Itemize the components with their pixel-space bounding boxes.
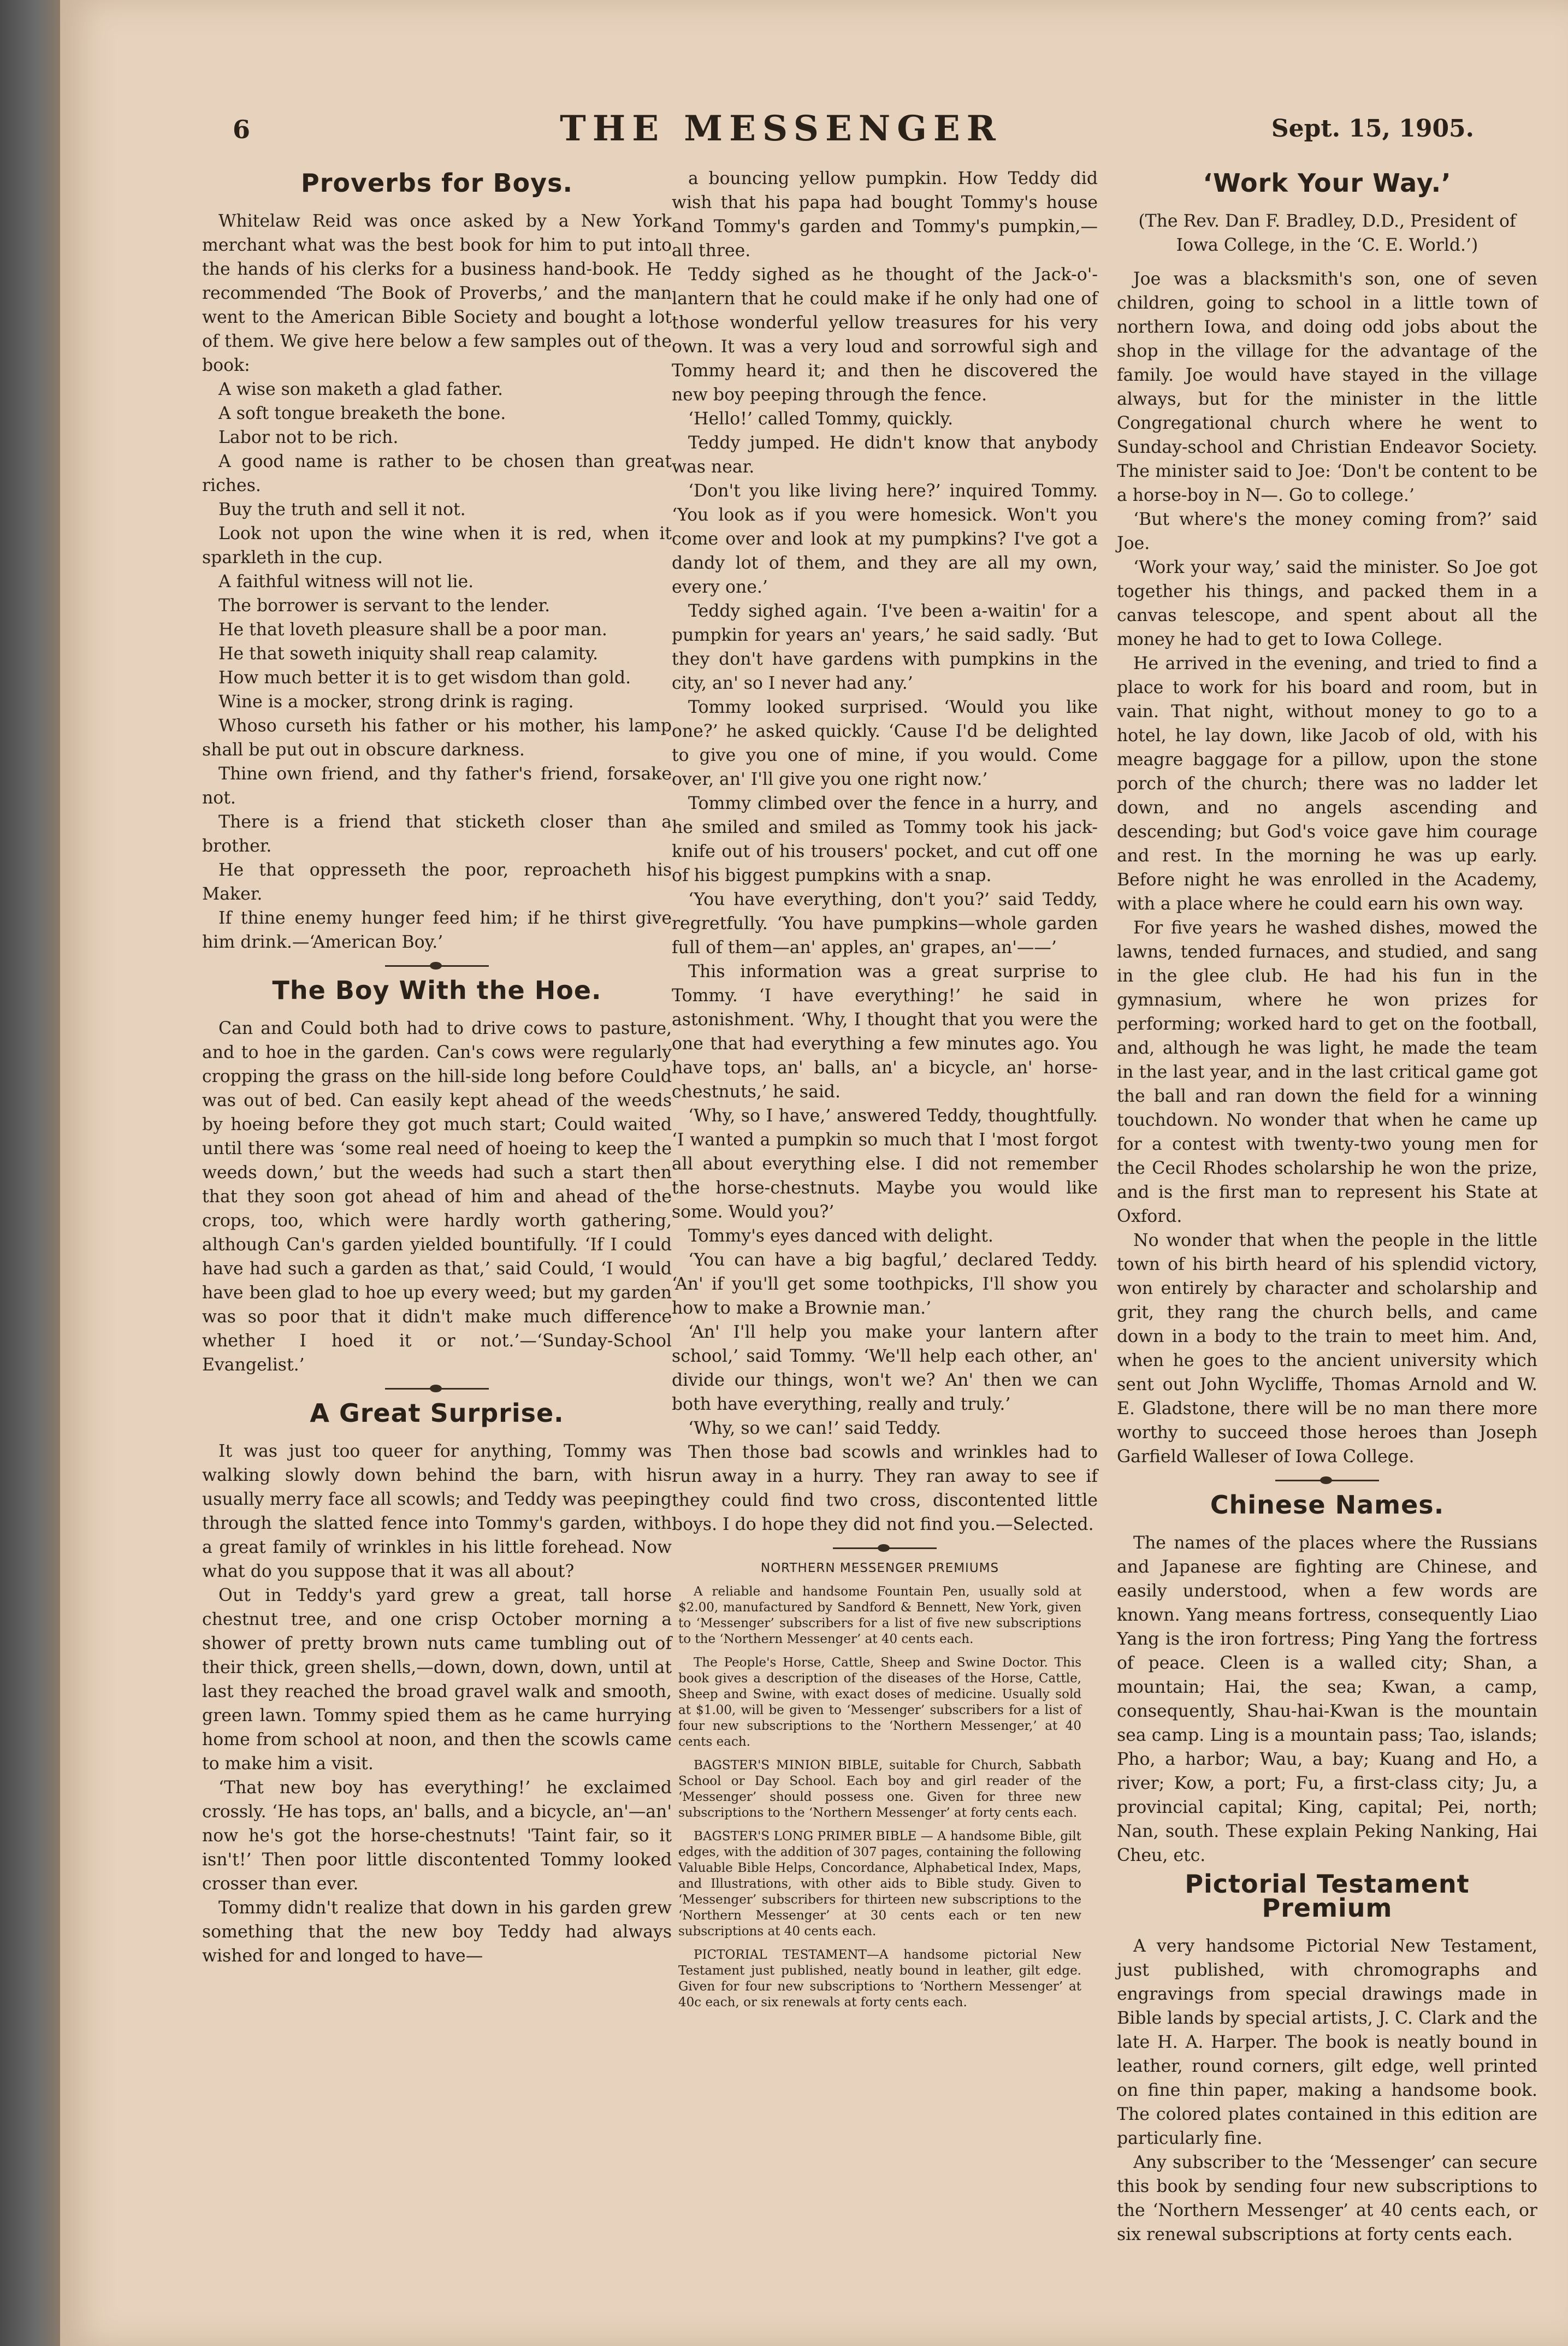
article-title: Chinese Names. (1210, 1490, 1445, 1520)
article-paragraph: ‘You can have a big bagful,’ declared Teddy. ‘An' if you'll get some toothpicks, I'll show you how to make a Brownie man.’ (672, 1250, 1098, 1318)
premiums-box (672, 1561, 1098, 2011)
proverb-line: Thine own friend, and thy father's friend, forsake not. (202, 764, 672, 808)
article-paragraph: Teddy sighed again. ‘I've been a-waitin' for a pumpkin for years an' years,’ he said sadly. ‘But they don't have gardens with pumpkins in the city, an' so I never had any.’ (672, 601, 1098, 693)
article-paragraph: ‘That new boy has everything!’ he exclaimed crossly. ‘He has tops, an' balls, and a bicycle, an'—an' now he's got the horse-chestnuts! 'Taint fair, so it isn't!’ Then poor little discontented Tommy looked crosser than ever. (202, 1778, 672, 1894)
article-paragraph: This information was a great surprise to Tommy. ‘I have everything!’ he said in astonishment. ‘Why, I thought that you were the one that had everything a few minutes ago. You have tops, an' balls, an' a bicycle, an' horse-chestnuts,’ he said. (672, 962, 1098, 1102)
proverb-line: There is a friend that sticketh closer than a brother. (202, 812, 672, 856)
article-paragraph: Can and Could both had to drive cows to pasture, and to hoe in the garden. Can's cows were regularly cropping the grass on the hill-side long before Could was out of bed. Can easily kept ahead of the weeds by hoeing before they got much start; Could waited until there was ‘some real need of hoeing to keep the weeds down,’ but the weeds had such a start then that they soon got ahead of him and ahead of the crops, too, which were hardly worth gathering, although Can's garden yielded bountifully. ‘If I could have had such a garden as that,’ said Could, ‘I would have been glad to hoe up every weed; but my garden was so poor that it didn't make much difference whether I hoed it or not.’—‘Sunday-School Evangelist.’ (202, 1019, 672, 1375)
premium-item: PICTORIAL TESTAMENT—A handsome pictorial New Testament just published, neatly bound in leather, gilt edge. Given for four new subscriptions to ‘Northern Messenger’ at 40c each, or six renewals at forty cents each. (678, 1948, 1081, 2010)
article-title: A Great Surprise. (310, 1398, 564, 1428)
proverb-line: Look not upon the wine when it is red, when it sparkleth in the cup. (202, 524, 672, 568)
proverb-line: A soft tongue breaketh the bone. (218, 404, 506, 423)
page-number: 6 (233, 115, 251, 144)
proverb-line: A wise son maketh a glad father. (218, 380, 504, 399)
article-paragraph: He arrived in the evening, and tried to find a place to work for his board and room, but in vain. That night, without money to go to a hotel, he lay down, like Jacob of old, with his meagre baggage for a pillow, upon the stone porch of the church; there was no ladder let down, and no angels ascending and descending; but God's voice gave him courage and rest. In the morning he was up early. Before night he was enrolled in the Academy, with a place where he could earn his own way. (1117, 654, 1537, 914)
proverb-line: He that soweth iniquity shall reap calamity. (218, 644, 599, 664)
article-paragraph: Tommy's eyes danced with delight. (688, 1226, 993, 1246)
article-paragraph: ‘Why, so we can!’ said Teddy. (688, 1419, 941, 1438)
premium-item: BAGSTER'S MINION BIBLE, suitable for Church, Sabbath School or Day School. Each boy and girl reader of the ‘Messenger’ should possess one. Given for three new subscriptions to the ‘Northern Messenger’ at forty cents each. (678, 1758, 1081, 1820)
proverb-line: A faithful witness will not lie. (218, 572, 474, 592)
article-paragraph: Out in Teddy's yard grew a great, tall horse chestnut tree, and one crisp October morning a shower of pretty brown nuts came tumbling out of their thick, green shells,—down, down, down, until at last they reached the broad gravel walk and smooth, green lawn. Tommy spied them as he came hurrying home from school at noon, and then the scowls came to make him a visit. (202, 1586, 672, 1774)
article-paragraph: Tommy looked surprised. ‘Would you like one?’ he asked quickly. ‘Cause I'd be delighted to give you one of mine, if you would. Come over, an' I'll give you one right now.’ (672, 698, 1098, 789)
premiums-title: NORTHERN MESSENGER PREMIUMS (760, 1561, 999, 1575)
article-paragraph: It was just too queer for anything, Tommy was walking slowly down behind the barn, with his usually merry face all scowls; and Teddy was peeping through the slatted fence into Tommy's garden, with a great family of wrinkles in his little forehead. Now what do you suppose that it was all about? (202, 1441, 672, 1581)
article-paragraph: For five years he washed dishes, mowed the lawns, tended furnaces, and studied, and sang in the glee club. He had his fun in the gymnasium, where he won prizes for performing; worked hard to get on the football, and, although he was light, he made the team in the last year, and in the last critical game got the ball and ran down the field for a winning touchdown. No wonder that when he came up for a contest with twenty-two young men for the Cecil Rhodes scholarship he won the prize, and is the first man to represent his State at Oxford. (1117, 918, 1537, 1226)
article-paragraph: No wonder that when the people in the little town of his birth heard of his splendid victory, won entirely by character and scholarship and grit, they rang the church bells, and came down in a body to the train to meet him. And, when he goes to the ancient university which sent out John Wycliffe, Thomas Arnold and W. E. Gladstone, there will be no man there more worthy to succeed those heroes than Joseph Garfield Walleser of Iowa College. (1117, 1231, 1537, 1467)
section-divider (385, 963, 489, 968)
proverb-line: Whoso curseth his father or his mother, his lamp shall be put out in obscure darkness. (202, 716, 672, 760)
section-divider (833, 1545, 937, 1551)
article-paragraph: Teddy sighed as he thought of the Jack-o'-lantern that he could make if he only had one of those wonderful yellow treasures for his very own. It was a very loud and sorrowful sigh and Tommy heard it; and then he discovered the new boy peeping through the fence. (672, 265, 1098, 405)
article-paragraph: a bouncing yellow pumpkin. How Teddy did wish that his papa had bought Tommy's house and Tommy's garden and Tommy's pumpkin,—all three. (672, 169, 1098, 261)
article-title: Proverbs for Boys. (300, 168, 573, 198)
premium-item: BAGSTER'S LONG PRIMER BIBLE — A handsome Bible, gilt edges, with the addition of 307 pages, containing the following Valuable Bible Helps, Concordance, Alphabetical Index, Maps, and Illustrations, with other aids to Bible study. Given to ‘Messenger’ subscribers for thirteen new subscriptions to the ‘Northern Messenger’ at 30 cents each or ten new subscriptions at 40 cents each. (678, 1829, 1081, 1939)
article-title: Pictorial Testament Premium (1185, 1869, 1470, 1923)
section-divider (1275, 1478, 1379, 1483)
article-paragraph: Teddy jumped. He didn't know that anybody was near. (672, 433, 1098, 477)
proverb-line: If thine enemy hunger feed him; if he thirst give him drink.—‘American Boy.’ (202, 908, 672, 952)
article-paragraph: Tommy didn't realize that down in his garden grew something that the new boy Teddy had always wished for and longed to have— (202, 1898, 672, 1966)
column-1 (202, 167, 672, 1968)
article-paragraph: Then those bad scowls and wrinkles had to run away in a hurry. They ran away to see if they could find two cross, discontented little boys. I do hope they did not find you.—Selected. (672, 1443, 1098, 1534)
article-paragraph: ‘You have everything, don't you?’ said Teddy, regretfully. ‘You have pumpkins—whole garden full of them—an' apples, an' grapes, an'——’ (672, 890, 1098, 958)
scan-edge (0, 0, 60, 2346)
article-title: ‘Work Your Way.’ (1203, 168, 1452, 198)
article-paragraph: ‘Hello!’ called Tommy, quickly. (688, 409, 954, 429)
column-3 (1117, 167, 1537, 2247)
column-2 (672, 167, 1098, 2018)
proverb-line: Labor not to be rich. (218, 428, 399, 447)
article-paragraph: ‘Don't you like living here?’ inquired Tommy. ‘You look as if you were homesick. Won't you come over and look at my pumpkins? I've got a dandy lot of them, and they are all my own, every one.’ (672, 481, 1098, 597)
proverb-line: Buy the truth and sell it not. (218, 500, 466, 519)
masthead: THE MESSENGER (560, 108, 1002, 149)
article-paragraph: ‘Work your way,’ said the minister. So Joe got together his things, and packed them in a canvas telescope, and spent about all the money he had to get to Iowa College. (1117, 558, 1537, 649)
article-paragraph: A very handsome Pictorial New Testament, just published, with chromographs and engravings from special drawings made in Bible lands by special artists, J. C. Clark and the late H. A. Harper. The book is neatly bound in leather, round corners, gilt edge, well printed on fine thin paper, making a handsome book. The colored plates contained in this edition are particularly fine. (1117, 1936, 1537, 2148)
article-paragraph: ‘Why, so I have,’ answered Teddy, thoughtfully. ‘I wanted a pumpkin so much that I 'most forgot all about everything else. I did not remember the horse-chestnuts. Maybe you would like some. Would you?’ (672, 1106, 1098, 1222)
article-paragraph: Joe was a blacksmith's son, one of seven children, going to school in a little town of northern Iowa, and doing odd jobs about the shop in the village for the advantage of the family. Joe would have stayed in the village always, but for the minister in the little Congregational church where he went to Sunday-school and Christian Endeavor Society. The minister said to Joe: ‘Don't be content to be a horse-boy in N—. Go to college.’ (1117, 269, 1537, 505)
proverb-line: A good name is rather to be chosen than great riches. (202, 452, 672, 495)
proverb-line: He that loveth pleasure shall be a poor man. (218, 620, 607, 640)
section-divider (385, 1386, 489, 1391)
article-paragraph: Whitelaw Reid was once asked by a New York merchant what was the best book for him to put into the hands of his clerks for a business hand-book. He recommended ‘The Book of Proverbs,’ and the man went to the American Bible Society and bought a lot of them. We give here below a few samples out of the book: (202, 211, 672, 375)
premium-item: A reliable and handsome Fountain Pen, usually sold at $2.00, manufactured by Sandford & Bennett, New York, given to ‘Messenger’ subscribers for a list of five new subscriptions to the ‘Northern Messenger’ at 40 cents each. (678, 1585, 1081, 1646)
proverb-line: He that oppresseth the poor, reproacheth his Maker. (202, 860, 672, 904)
article-paragraph: Any subscriber to the ‘Messenger’ can secure this book by sending four new subscriptions to the ‘Northern Messenger’ at 40 cents each, or six renewal subscriptions at forty cents each. (1117, 2153, 1537, 2244)
article-paragraph: ‘An' I'll help you make your lantern after school,’ said Tommy. ‘We'll help each other, an' divide our things, won't we? An' then we can both have everything, really and truly.’ (672, 1322, 1098, 1414)
newspaper-page (60, 0, 1568, 2346)
article-title: The Boy With the Hoe. (272, 976, 602, 1005)
page-header (60, 108, 1568, 158)
proverb-line: How much better it is to get wisdom than gold. (218, 668, 631, 688)
article-paragraph: The names of the places where the Russians and Japanese are fighting are Chinese, and easily understood, when a few words are known. Yang means fortress, consequently Liao Yang is the iron fortress; Ping Yang the fortress of peace. Cleen is a walled city; Shan, a mountain; Hai, the sea; Kwan, a camp, consequently, Shau-hai-Kwan is the mountain sea camp. Ling is a mountain pass; Tao, islands; Pho, a harbor; Wau, a bay; Kuang and Ho, a river; Kow, a port; Fu, a first-class city; Ju, a provincial capital; King, capital; Pei, north; Nan, south. These explain Peking Nanking, Hai Cheu, etc. (1117, 1533, 1537, 1865)
proverb-line: The borrower is servant to the lender. (218, 596, 551, 616)
article-paragraph: ‘But where's the money coming from?’ said Joe. (1117, 510, 1537, 553)
article-paragraph: Tommy climbed over the fence in a hurry, and he smiled and smiled as Tommy took his jack-knife out of his trousers' pocket, and cut off one of his biggest pumpkins with a snap. (672, 794, 1098, 885)
article-byline: (The Rev. Dan F. Bradley, D.D., President of Iowa College, in the ‘C. E. World.’) (1138, 211, 1516, 255)
premium-item: The People's Horse, Cattle, Sheep and Swine Doctor. This book gives a description of the diseases of the Horse, Cattle, Sheep and Swine, with exact doses of medicine. Usually sold at $1.00, will be given to ‘Messenger’ subscribers for a list of four new subscriptions to the ‘Northern Messenger,’ at 40 cents each. (678, 1656, 1081, 1749)
proverb-line: Wine is a mocker, strong drink is raging. (218, 692, 574, 712)
issue-date: Sept. 15, 1905. (1271, 115, 1474, 143)
